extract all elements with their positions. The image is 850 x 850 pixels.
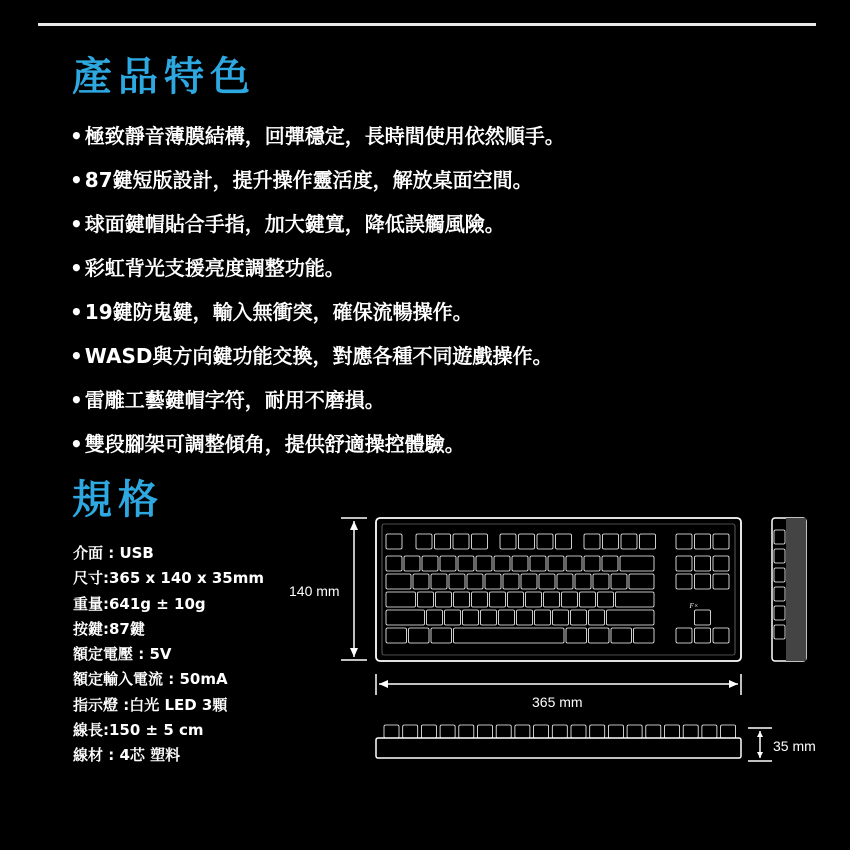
keycap (409, 628, 430, 643)
keycap (454, 628, 565, 643)
keycap (386, 610, 425, 625)
keycap (580, 592, 596, 607)
keycap (584, 556, 600, 571)
keycap (611, 628, 632, 643)
keycap (530, 556, 546, 571)
keycap (575, 574, 591, 589)
keycap (713, 534, 729, 549)
keycap (566, 628, 587, 643)
keycap (589, 628, 610, 643)
keycap (683, 725, 698, 738)
keycap (427, 610, 443, 625)
keycap (553, 610, 569, 625)
feature-item: • 彩虹背光支援亮度調整功能。 (70, 246, 565, 290)
keycap (598, 592, 614, 607)
keycap (557, 574, 573, 589)
keycap (476, 556, 492, 571)
keycap (445, 610, 461, 625)
keycap (621, 534, 637, 549)
keycap (646, 725, 661, 738)
keycap (535, 610, 551, 625)
keycap (713, 556, 729, 571)
keycap (774, 530, 785, 544)
keycap (481, 610, 497, 625)
keycap (695, 556, 711, 571)
keycap (404, 556, 420, 571)
keycap (508, 592, 524, 607)
keycap (416, 534, 432, 549)
keycap (702, 725, 717, 738)
keycap (603, 534, 619, 549)
keycap (627, 725, 642, 738)
keycap (774, 625, 785, 639)
keycap (537, 534, 553, 549)
keycap (774, 568, 785, 582)
keycap (665, 725, 680, 738)
keycap (571, 610, 587, 625)
keycap (453, 534, 469, 549)
keycap (721, 725, 736, 738)
keycap (552, 725, 567, 738)
feature-item: • 雙段腳架可調整傾角，提供舒適操控體驗。 (70, 422, 565, 466)
keycap (584, 534, 600, 549)
keycap (526, 592, 542, 607)
keycap (440, 725, 455, 738)
keycap (421, 725, 436, 738)
keycap (676, 628, 692, 643)
keycap (620, 556, 654, 571)
spec-item: 額定電壓 : 5V (73, 645, 172, 664)
features-heading: 產品特色 (72, 54, 256, 100)
keycap (593, 574, 609, 589)
specs-heading: 規格 (72, 477, 164, 523)
keycap (634, 628, 655, 643)
keycap (386, 534, 402, 549)
keycap (676, 534, 692, 549)
keycap (562, 592, 578, 607)
keycap (602, 556, 618, 571)
keycap (458, 556, 474, 571)
keycap (512, 556, 528, 571)
keycap (695, 610, 711, 625)
keycap (431, 574, 447, 589)
spec-item: 按鍵:87鍵 (73, 619, 145, 638)
keycap (515, 725, 530, 738)
feature-item: • 87鍵短版設計，提升操作靈活度，解放桌面空間。 (70, 158, 565, 202)
keycap (403, 725, 418, 738)
feature-item: • 雷雕工藝鍵帽字符，耐用不磨損。 (70, 378, 565, 422)
keycap (490, 592, 506, 607)
feature-item: • 極致靜音薄膜結構，回彈穩定，長時間使用依然順手。 (70, 114, 565, 158)
keycap (629, 574, 654, 589)
keycap (519, 534, 535, 549)
keycap (544, 592, 560, 607)
keyboard-side-view (772, 518, 806, 661)
keycap (454, 592, 470, 607)
keycap (440, 556, 456, 571)
keycap (386, 628, 407, 643)
feature-item: • 球面鍵帽貼合手指，加大鍵寬，降低誤觸風險。 (70, 202, 565, 246)
spec-item: 介面 : USB (73, 544, 154, 562)
feature-item: • 19鍵防鬼鍵，輸入無衝突，確保流暢操作。 (70, 290, 565, 334)
keycap (676, 556, 692, 571)
keycap (422, 556, 438, 571)
keycap (435, 534, 451, 549)
height-dimension-label: 140 mm (289, 583, 340, 599)
keycap (499, 610, 515, 625)
keycap (384, 725, 399, 738)
keycap (539, 574, 555, 589)
keycap (608, 725, 623, 738)
keycap (695, 628, 711, 643)
keycap (431, 628, 452, 643)
spec-item: 指示燈 :白光 LED 3顆 (73, 695, 228, 714)
keycap (640, 534, 656, 549)
keycap (494, 556, 510, 571)
keycap (774, 549, 785, 563)
keycap (436, 592, 452, 607)
keycap (556, 534, 572, 549)
keycap (571, 725, 586, 738)
keycap (695, 534, 711, 549)
brand-logo: F× (689, 602, 699, 610)
keyboard-top-view (376, 518, 741, 661)
keycap (418, 592, 434, 607)
keycap (517, 610, 533, 625)
spec-item: 線長:150 ± 5 cm (73, 721, 204, 740)
keycap (534, 725, 549, 738)
keycap (413, 574, 429, 589)
keycap (774, 587, 785, 601)
keycap (449, 574, 465, 589)
spec-item: 重量:641g ± 10g (73, 594, 206, 613)
keycap (590, 725, 605, 738)
keyboard-front-view (376, 725, 741, 758)
keycap (467, 574, 483, 589)
keycap (521, 574, 537, 589)
keycap (472, 534, 488, 549)
width-dimension-label: 365 mm (532, 694, 583, 710)
keycap (774, 606, 785, 620)
keycap (676, 574, 692, 589)
keycap (611, 574, 627, 589)
keycap (459, 725, 474, 738)
keycap (548, 556, 564, 571)
spec-item: 線材 : 4芯 塑料 (73, 746, 181, 765)
keycap (386, 574, 411, 589)
depth-dimension-label: 35 mm (773, 738, 816, 754)
keycap (589, 610, 605, 625)
keycap (607, 610, 655, 625)
keycap (472, 592, 488, 607)
keycap (695, 574, 711, 589)
keycap (386, 592, 416, 607)
keycap (566, 556, 582, 571)
keycap (463, 610, 479, 625)
keycap (478, 725, 493, 738)
keycap (496, 725, 511, 738)
keycap (503, 574, 519, 589)
keycap (386, 556, 402, 571)
keycap (616, 592, 655, 607)
keycap (485, 574, 501, 589)
spec-item: 額定輸入電流 : 50mA (73, 670, 228, 689)
keycap (713, 574, 729, 589)
keycap (500, 534, 516, 549)
keycap (713, 628, 729, 643)
spec-item: 尺寸:365 x 140 x 35mm (73, 569, 264, 588)
feature-item: • WASD與方向鍵功能交換，對應各種不同遊戲操作。 (70, 334, 565, 378)
